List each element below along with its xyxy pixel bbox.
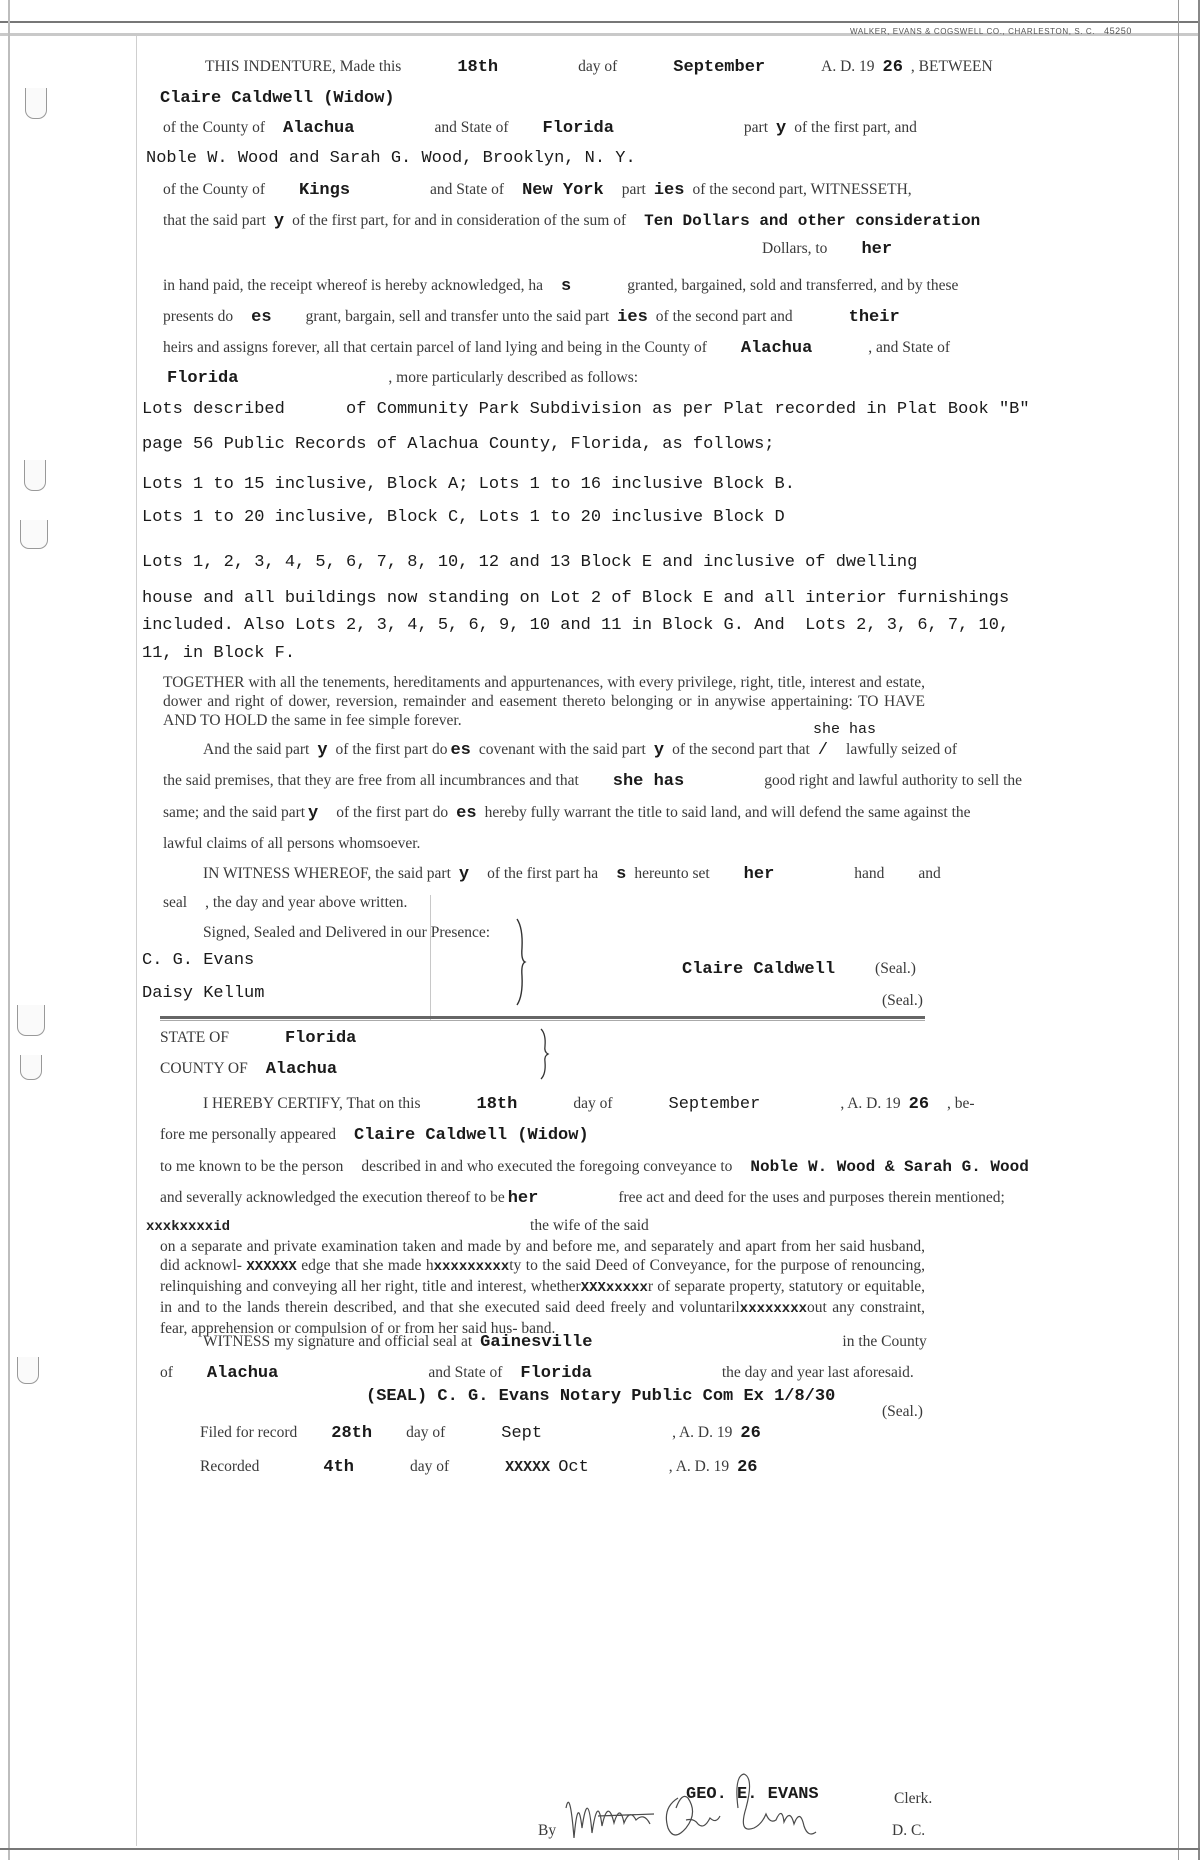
indenture-line-3 — [163, 119, 917, 138]
ack-state-line — [160, 1029, 356, 1048]
ack-certify: I HEREBY CERTIFY, That on this — [203, 1095, 421, 1112]
recorded-struck-month: XXXXX — [505, 1459, 551, 1476]
ack-known: to me known to be the person — [160, 1158, 344, 1175]
indenture-day: 18th — [457, 58, 499, 77]
county-of-label: of the County of — [163, 119, 266, 136]
notary-state: Florida — [520, 1364, 592, 1383]
witness-her: her — [743, 865, 775, 884]
ack-struck-3: XXXxxxxx — [580, 1280, 648, 1296]
recorded-day-of: day of — [410, 1458, 450, 1475]
grantor-name: Claire Caldwell (Widow) — [160, 89, 395, 108]
indenture-year: 26 — [882, 58, 903, 77]
ack-appeared-name: Claire Caldwell (Widow) — [354, 1126, 589, 1145]
section-divider-shade — [160, 1020, 925, 1021]
recorded-ad19: , A. D. 19 — [668, 1458, 730, 1475]
bottom-border — [0, 1848, 1200, 1850]
brace — [514, 918, 528, 1006]
ack-appeared-line — [160, 1126, 589, 1145]
ack-right-title: right, title and interest, whether — [384, 1278, 581, 1295]
indenture-line-8 — [163, 277, 958, 296]
filed-year: 26 — [740, 1424, 761, 1443]
filed-line — [200, 1424, 761, 1443]
notary-of: of — [160, 1364, 173, 1381]
grant-text: grant, bargain, sell and transfer unto the said part — [305, 308, 610, 325]
ack-examination-paragraph — [160, 1237, 925, 1338]
dc-label: D. C. — [892, 1822, 926, 1839]
indenture-line-9 — [163, 308, 900, 327]
grantee-state: New York — [522, 181, 604, 200]
covenant-y3: y — [308, 804, 319, 823]
land-county: Alachua — [740, 339, 813, 358]
has-suffix: s — [561, 277, 572, 296]
state-of-label: and State of — [434, 119, 509, 136]
ack-be: , be- — [947, 1095, 975, 1112]
part-suffix-y: y — [273, 212, 285, 231]
witness-2-signature: Daisy Kellum — [142, 984, 265, 1003]
ack-edge-rest: ty to the said Deed of Conveyance, for the purpose of renouncing, relinquishing and conveying all her — [160, 1257, 926, 1295]
ack-described: described in and who executed the foregoing conveyance to — [361, 1158, 733, 1175]
recorded-label: Recorded — [200, 1458, 260, 1475]
witness-1-signature: C. G. Evans — [142, 951, 255, 970]
covenant-first-part-do: of the first part do — [336, 804, 449, 821]
heirs-text: heirs and assigns forever, all that certain parcel of land lying and being in the County of — [163, 339, 707, 356]
clerk-name: GEO. E. EVANS — [686, 1785, 819, 1804]
ack-wife-line — [146, 1217, 649, 1235]
first-part-and: of the first part, and — [794, 119, 917, 136]
part-label: part — [743, 119, 769, 136]
ack-struck-text: xxxkxxxxid — [146, 1219, 231, 1235]
legal-line: page 56 Public Records of Alachua County, Florida, as follows; — [142, 435, 775, 454]
witness-whereof-line-1 — [203, 865, 941, 884]
recorded-line — [200, 1458, 758, 1477]
ack-right-rest: r of separate property, statutory or equitable, in and to the lands therein described, and that — [160, 1278, 926, 1316]
grantee-names: Noble W. Wood and Sarah G. Wood, Brooklyn, N. Y. — [146, 149, 636, 168]
legal-line: Lots 1 to 15 inclusive, Block A; Lots 1 to 16 inclusive Block B. — [142, 475, 795, 494]
dollars-to-label: Dollars, to — [762, 240, 828, 257]
ack-she-executed: she executed said deed freely and voluntaril — [458, 1299, 740, 1316]
witness-day-year: , the day and year above written. — [205, 894, 408, 911]
ack-edge-that: edge that she made h — [301, 1257, 434, 1274]
granted-text: granted, bargained, sold and transferred, and by these — [627, 277, 959, 294]
legal-line: 11, in Block F. — [142, 644, 296, 663]
in-hand-paid: in hand paid, the receipt whereof is hereby acknowledged, ha — [163, 277, 544, 294]
filed-day-of: day of — [406, 1424, 446, 1441]
indenture-intro: THIS INDENTURE, Made this — [205, 58, 402, 75]
indenture-line-6 — [163, 212, 980, 231]
land-state: Florida — [167, 369, 239, 388]
second-part-and: of the second part and — [655, 308, 793, 325]
punch-hole — [20, 520, 48, 549]
parties-suffix: ies — [617, 308, 648, 327]
indenture-line-4 — [146, 149, 636, 168]
left-margin-rule — [8, 0, 10, 1860]
printer-name: WALKER, EVANS & COGSWELL CO., CHARLESTON, S. C. — [850, 27, 1096, 36]
more-particularly: , more particularly described as follows: — [388, 369, 639, 386]
consideration-text: of the first part, for and in consideration of the sum of — [292, 212, 627, 229]
notary-in-the-county: in the County — [842, 1333, 927, 1350]
notary-witness-my: WITNESS my signature and official seal at — [203, 1333, 473, 1350]
indenture-month: September — [673, 58, 766, 77]
ack-struck-2: xxxxxxxxx — [433, 1259, 510, 1275]
state-of-label: and State of — [430, 181, 505, 198]
indenture-line-5 — [163, 181, 912, 200]
covenant-and-said-part: And the said part — [203, 741, 310, 758]
ack-severally-line — [160, 1189, 1005, 1208]
grantor-county: Alachua — [283, 119, 355, 138]
printer-imprint — [850, 26, 1132, 36]
filed-label: Filed for record — [200, 1424, 298, 1441]
legal-line: Lots 1 to 20 inclusive, Block C, Lots 1 to 20 inclusive Block D — [142, 508, 785, 527]
recorded-year: 26 — [737, 1458, 758, 1477]
ack-certify-line — [203, 1095, 975, 1114]
ad-label: A. D. 19 — [821, 58, 875, 75]
filed-day: 28th — [331, 1424, 373, 1443]
ack-known-line — [160, 1158, 1029, 1176]
seal-label-1: (Seal.) — [875, 960, 916, 977]
covenant-line-2 — [163, 772, 1022, 791]
text-left-rule — [136, 36, 137, 1846]
dollars-to-whom: her — [861, 240, 893, 259]
ack-day: 18th — [476, 1095, 518, 1114]
covenant-line-1 — [203, 741, 957, 760]
covenant-premises: the said premises, that they are free from all incumbrances and that — [163, 772, 579, 789]
ack-county-of-label: COUNTY OF — [160, 1060, 248, 1077]
witness-whereof-text: IN WITNESS WHEREOF, the said part — [203, 865, 451, 882]
indenture-line-7 — [762, 240, 892, 259]
legal-line: Lots described of Community Park Subdivision as per Plat recorded in Plat Book "B" — [142, 400, 1030, 419]
clerk-label: Clerk. — [894, 1790, 933, 1807]
county-of-label: of the County of — [163, 181, 266, 198]
witness-whereof-line-2 — [163, 894, 407, 912]
that-said-part: that the said part — [163, 212, 266, 229]
ack-fore-me: fore me personally appeared — [160, 1126, 337, 1143]
recorded-month: Oct — [558, 1458, 589, 1477]
covenant-first-part: of the first part do — [335, 741, 448, 758]
and-state-of-comma: , and State of — [868, 339, 951, 356]
signature-divider — [430, 895, 431, 1020]
ack-wife-of: the wife of the said — [530, 1217, 649, 1234]
day-of-label: day of — [578, 58, 618, 75]
ack-county-line — [160, 1060, 337, 1079]
indenture-line-2 — [160, 89, 395, 108]
ack-ad19: , A. D. 19 — [840, 1095, 901, 1112]
covenant-same-and: same; and the said part — [163, 804, 306, 821]
witness-first-part-ha: of the first part ha — [487, 865, 599, 882]
notary-of-line — [160, 1364, 914, 1383]
grantee-county: Kings — [299, 181, 351, 200]
witness-y: y — [458, 865, 470, 884]
ack-severally: and severally acknowledged the execution thereof to be — [160, 1189, 505, 1206]
witness-s: s — [616, 865, 627, 884]
covenant-y2: y — [653, 741, 665, 760]
heirs-of: their — [848, 308, 900, 327]
recorded-day: 4th — [323, 1458, 354, 1477]
ack-her: her — [507, 1189, 539, 1208]
by-label: By — [538, 1822, 557, 1839]
ack-state: Florida — [284, 1029, 357, 1048]
ack-band: band. — [521, 1320, 556, 1337]
ack-county: Alachua — [265, 1060, 338, 1079]
grantor-part-suffix: y — [776, 119, 787, 138]
ack-month: September — [668, 1095, 761, 1114]
indenture-line-11 — [167, 369, 638, 388]
ack-struck-4: xxxxxxxx — [739, 1301, 808, 1317]
grantee-part-suffix: ies — [653, 181, 685, 200]
grantor-signature-line — [682, 960, 916, 979]
covenant-lawfully-seized: lawfully seized of — [846, 741, 958, 758]
filed-ad19: , A. D. 19 — [672, 1424, 733, 1441]
legal-line: Lots 1, 2, 3, 4, 5, 6, 7, 8, 10, 12 and 13 Block E and inclusive of dwelling — [142, 553, 918, 572]
top-border — [0, 21, 1200, 23]
witness-hereunto-set: hereunto set — [634, 865, 710, 882]
covenant-lawful-claims: lawful claims of all persons whomsoever. — [163, 835, 421, 852]
grantor-signature: Claire Caldwell — [682, 960, 836, 979]
consideration-amount: Ten Dollars and other consideration — [644, 212, 981, 230]
covenant-es2: es — [456, 804, 477, 823]
presents-do: presents do — [163, 308, 234, 325]
covenant-slash: / — [817, 741, 829, 760]
witness-hand: hand — [854, 865, 885, 882]
notary-seal-label: (Seal.) — [882, 1403, 923, 1420]
does-suffix: es — [251, 308, 272, 327]
form-number: 45250 — [1103, 26, 1132, 36]
ack-brace — [538, 1028, 550, 1080]
indenture-line-10 — [163, 339, 950, 358]
signed-sealed-label: Signed, Sealed and Delivered in our Presence: — [203, 924, 491, 941]
covenant-good-right: good right and lawful authority to sell the — [764, 772, 1023, 789]
deputy-clerk-signature — [558, 1768, 828, 1848]
ack-she-rest: out any constraint, fear, apprehension or compulsion of or from her said hus- — [160, 1299, 925, 1337]
covenant-she-has: she has — [612, 772, 685, 791]
notary-city: Gainesville — [480, 1333, 593, 1352]
punch-hole — [17, 1005, 45, 1036]
ack-year: 26 — [908, 1095, 930, 1114]
covenant-line-3 — [163, 804, 971, 823]
notary-and-state-of: and State of — [428, 1364, 503, 1381]
ack-conveyed-to: Noble W. Wood & Sarah G. Wood — [750, 1158, 1029, 1176]
legal-line: house and all buildings now standing on Lot 2 of Block E and all interior furnishings — [142, 589, 1010, 608]
covenant-y1: y — [317, 741, 328, 760]
right-edge-rule — [1178, 0, 1179, 1860]
ack-struck-1: XXXXXX — [246, 1259, 297, 1275]
notary-day-year-last: the day and year last aforesaid. — [721, 1364, 914, 1381]
witness-and: and — [918, 865, 941, 882]
covenant-warrant: hereby fully warrant the title to said land, and will defend the same against the — [484, 804, 971, 821]
punch-hole — [17, 1357, 39, 1384]
punch-hole — [20, 1055, 42, 1080]
between-label: , BETWEEN — [910, 58, 993, 75]
notary-county: Alachua — [206, 1364, 279, 1383]
legal-line: included. Also Lots 2, 3, 4, 5, 6, 9, 10 and 11 in Block G. And Lots 2, 3, 6, 7, 10, — [142, 616, 1010, 635]
covenant-es: es — [450, 741, 471, 760]
ack-separate-exam: on a separate and private examination taken and made by and before me, and separately and apart from her said husband, did acknowl- — [160, 1238, 925, 1274]
covenant-line-4 — [163, 835, 420, 853]
ack-free-act: free act and deed for the uses and purposes therein mentioned; — [618, 1189, 1005, 1206]
notary-witness-line — [203, 1333, 927, 1352]
punch-hole — [24, 460, 46, 491]
section-divider — [160, 1016, 925, 1019]
together-clause: TOGETHER with all the tenements, hereditaments and appurtenances, with every privilege, right, title, interest and estate, dower and right of dower, reversion, remainder and easement thereto belonging or in anywise appertaining: TO HAVE AND TO HOLD the same in fee simple forever. — [163, 674, 925, 729]
filed-month: Sept — [501, 1424, 543, 1443]
seal-label-2: (Seal.) — [882, 992, 923, 1009]
covenant-second-part-that: of the second part that — [672, 741, 810, 758]
ack-day-of: day of — [573, 1095, 613, 1112]
covenant-she-has-inserted: she has — [813, 721, 877, 738]
ack-state-of-label: STATE OF — [160, 1029, 229, 1046]
second-part-witnesseth: of the second part, WITNESSETH, — [692, 181, 912, 198]
notary-signature-line: (SEAL) C. G. Evans Notary Public Com Ex 1/8/30 — [366, 1387, 836, 1406]
covenant-with: covenant with the said part — [478, 741, 646, 758]
witness-seal: seal — [163, 894, 188, 911]
part-label: part — [621, 181, 646, 198]
punch-hole — [25, 88, 47, 119]
grantor-state: Florida — [542, 119, 614, 138]
indenture-line-1 — [205, 58, 993, 77]
